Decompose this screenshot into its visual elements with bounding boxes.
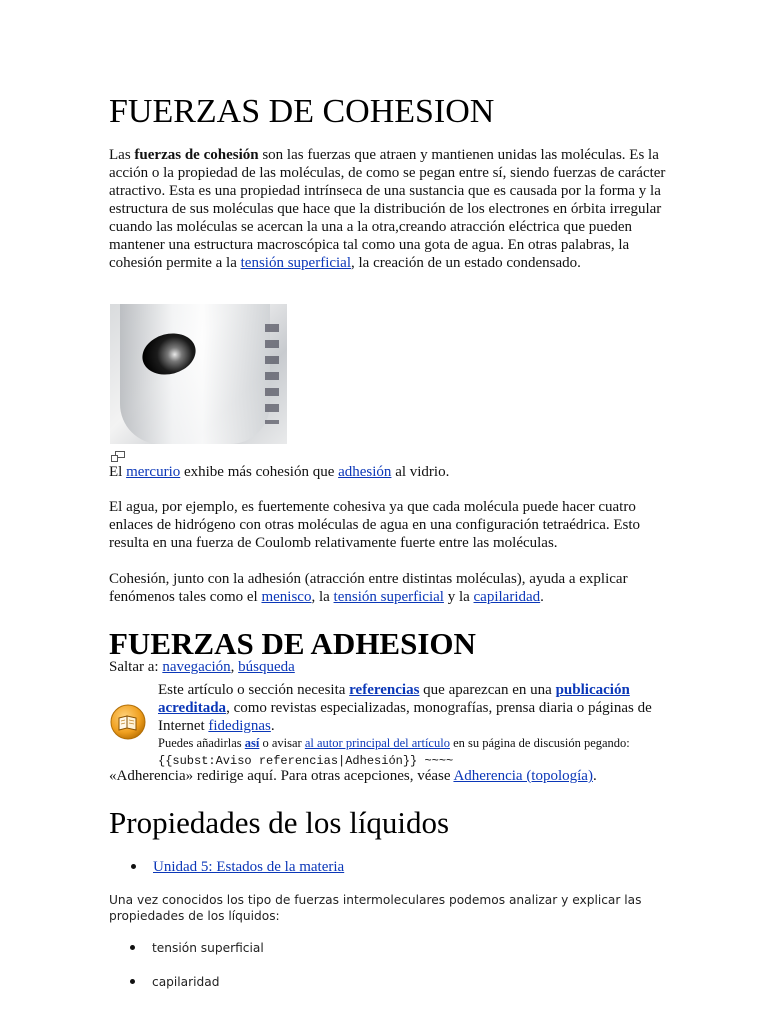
- section-title-propiedades: Propiedades de los líquidos: [109, 805, 450, 840]
- link-menisco[interactable]: menisco: [261, 589, 312, 605]
- notice-main-text: Este artículo o sección necesita referencias que aparezcan en una publicación acreditada, como revistas especializadas, monografías, prensa diaria o páginas de Internet fidedignas.: [158, 682, 652, 734]
- bullet-icon: [130, 945, 135, 950]
- link-adherencia-topologia[interactable]: Adherencia (topología): [453, 768, 593, 784]
- list-item: [109, 858, 344, 876]
- link-referencias[interactable]: referencias: [349, 682, 420, 698]
- bullet-icon: [131, 864, 136, 869]
- paragraph-water-cohesion: El agua, por ejemplo, es fuertemente cohesiva ya que cada molécula puede hacer cuatro enlaces de hidrógeno con otras moléculas de agua en una configuración tetraédrica. Esto resulta en una fuerza de Coulomb relativamente fuerte entre las moléculas.: [109, 499, 641, 551]
- link-tension-superficial[interactable]: tensión superficial: [240, 255, 352, 271]
- link-unidad-5[interactable]: Unidad 5: Estados de la materia: [153, 859, 345, 875]
- link-fidedignas[interactable]: fidedignas: [208, 718, 271, 734]
- paragraph-cohesion-phenomena: Cohesión, junto con la adhesión (atracción entre distintas moléculas), ayuda a explicar fenómenos tales como el menisco, la tensión superficial y la capilaridad.: [109, 571, 628, 605]
- mercury-drop-photo: [110, 304, 287, 444]
- list-item: tensión superficial: [130, 941, 264, 955]
- section-title-cohesion: FUERZAS DE COHESION: [109, 93, 495, 130]
- paragraph-cohesion-definition: Las fuerzas de cohesión son las fuerzas que atraen y mantienen unidas las moléculas. Es la acción o la propiedad de las moléculas, de como se pegan entre sí, siendo fuerzas de carácter atractivo. Esta es una propiedad intrínseca de una sustancia que es causada por la forma y la estructura de sus moléculas que hace que la distribución de los electrones en órbita irregular cuando las moléculas se acercan la una a la otra,creando atracción eléctrica que pueden mantener una estructura macroscópica tal como una gota de agua. En otras palabras, la cohesión permite a la tensión superficial, la creación de un estado condensado.: [109, 147, 666, 271]
- section-title-adhesion: FUERZAS DE ADHESION: [109, 626, 476, 661]
- redirect-note: «Adherencia» redirige aquí. Para otras acepciones, véase Adherencia (topología).: [109, 768, 597, 784]
- link-busqueda[interactable]: búsqueda: [238, 659, 295, 675]
- link-adhesion[interactable]: adhesión: [338, 464, 392, 480]
- link-asi[interactable]: así: [244, 736, 260, 750]
- image-caption: El mercurio exhibe más cohesión que adhesión al vidrio.: [109, 464, 450, 480]
- link-publicacion-acreditada[interactable]: publicación acreditada: [158, 682, 630, 716]
- link-autor-principal[interactable]: al autor principal del artículo: [304, 736, 450, 750]
- bullet-icon: [130, 979, 135, 984]
- book-warning-icon: [110, 704, 146, 740]
- list-item: capilaridad: [130, 975, 219, 989]
- template-code: {{subst:Aviso referencias|Adhesión}} ~~~~: [158, 754, 454, 768]
- references-notice: [158, 681, 663, 770]
- link-navegacion[interactable]: navegación: [162, 659, 231, 675]
- notice-help-text: Puedes añadirlas así o avisar al autor principal del artículo en su página de discusión pegando: {{subst:Aviso referencias|Adhesión}} ~~~~: [158, 736, 630, 768]
- jump-to-nav: Saltar a: navegación, búsqueda: [109, 659, 295, 675]
- enlarge-icon[interactable]: [111, 451, 125, 462]
- link-tension-superficial-2[interactable]: tensión superficial: [333, 589, 444, 605]
- link-capilaridad[interactable]: capilaridad: [473, 589, 541, 605]
- paragraph-liquid-properties: Una vez conocidos los tipo de fuerzas intermoleculares podemos analizar y explicar las propiedades de los líquidos:: [109, 893, 642, 923]
- link-mercurio[interactable]: mercurio: [126, 464, 181, 480]
